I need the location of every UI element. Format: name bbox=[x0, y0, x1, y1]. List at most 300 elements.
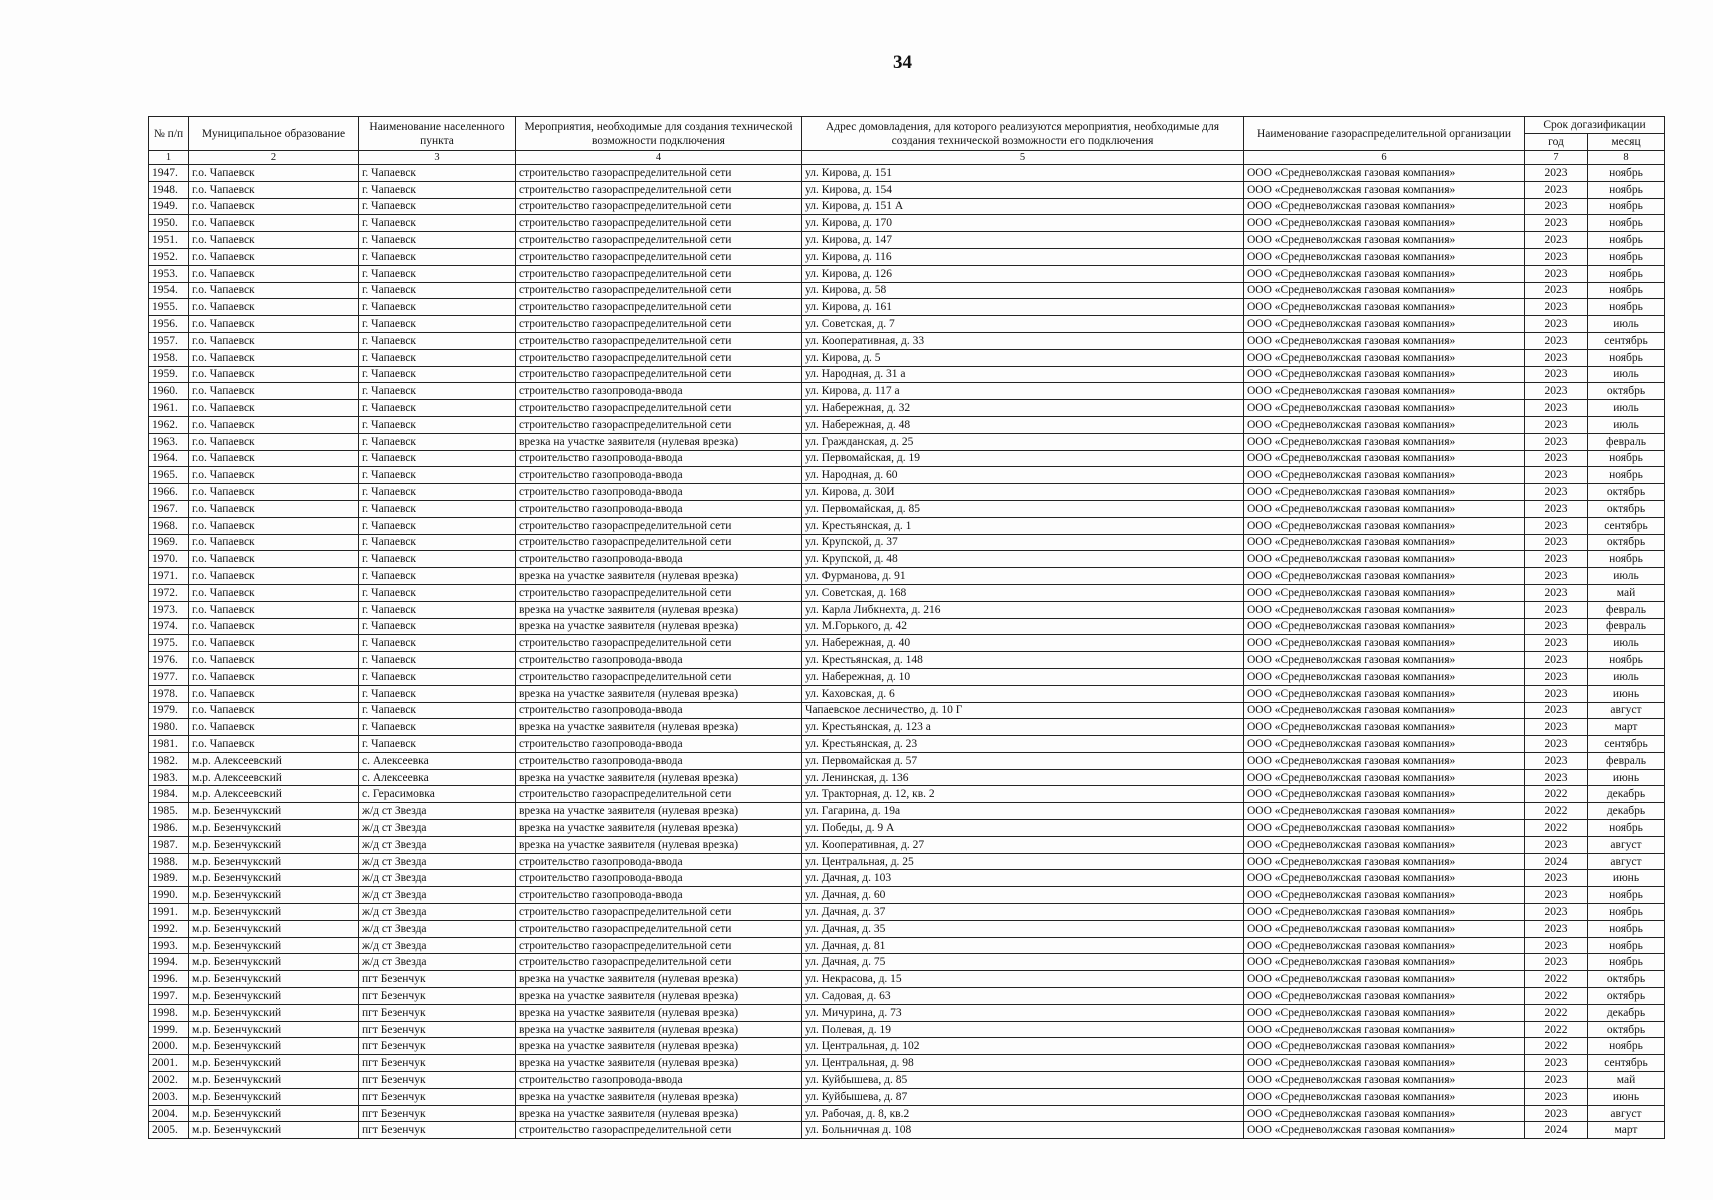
organization-cell: ООО «Средневолжская газовая компания» bbox=[1244, 635, 1525, 652]
table-row bbox=[149, 500, 1665, 517]
address-cell: ул. Крестьянская, д. 148 bbox=[802, 652, 1244, 669]
municipality-cell: г.о. Чапаевск bbox=[189, 433, 359, 450]
year-cell: 2022 bbox=[1525, 1004, 1588, 1021]
month-cell: ноябрь bbox=[1588, 282, 1665, 299]
table-row bbox=[149, 601, 1665, 618]
month-cell: сентябрь bbox=[1588, 517, 1665, 534]
municipality-cell: м.р. Безенчукский bbox=[189, 1004, 359, 1021]
organization-cell: ООО «Средневолжская газовая компания» bbox=[1244, 769, 1525, 786]
organization-cell: ООО «Средневолжская газовая компания» bbox=[1244, 416, 1525, 433]
locality-cell: г. Чапаевск bbox=[359, 299, 516, 316]
month-cell: октябрь bbox=[1588, 383, 1665, 400]
year-cell: 2023 bbox=[1525, 702, 1588, 719]
locality-cell: г. Чапаевск bbox=[359, 349, 516, 366]
row-number: 1953. bbox=[149, 265, 189, 282]
municipality-cell: г.о. Чапаевск bbox=[189, 198, 359, 215]
activity-cell: строительство газораспределительной сети bbox=[516, 165, 802, 182]
activity-cell: строительство газопровода-ввода bbox=[516, 383, 802, 400]
organization-cell: ООО «Средневолжская газовая компания» bbox=[1244, 1122, 1525, 1139]
year-cell: 2023 bbox=[1525, 232, 1588, 249]
table-row bbox=[149, 853, 1665, 870]
address-cell: ул. Полевая, д. 19 bbox=[802, 1021, 1244, 1038]
activity-cell: строительство газораспределительной сети bbox=[516, 282, 802, 299]
year-cell: 2023 bbox=[1525, 954, 1588, 971]
organization-cell: ООО «Средневолжская газовая компания» bbox=[1244, 584, 1525, 601]
organization-cell: ООО «Средневолжская газовая компания» bbox=[1244, 181, 1525, 198]
year-cell: 2023 bbox=[1525, 769, 1588, 786]
municipality-cell: м.р. Безенчукский bbox=[189, 920, 359, 937]
row-number: 1957. bbox=[149, 332, 189, 349]
locality-cell: г. Чапаевск bbox=[359, 736, 516, 753]
row-number: 1989. bbox=[149, 870, 189, 887]
municipality-cell: г.о. Чапаевск bbox=[189, 265, 359, 282]
table-row bbox=[149, 1122, 1665, 1139]
activity-cell: строительство газораспределительной сети bbox=[516, 786, 802, 803]
activity-cell: строительство газораспределительной сети bbox=[516, 400, 802, 417]
activity-cell: врезка на участке заявителя (нулевая врезка) bbox=[516, 820, 802, 837]
activity-cell: строительство газопровода-ввода bbox=[516, 652, 802, 669]
year-cell: 2023 bbox=[1525, 265, 1588, 282]
month-cell: сентябрь bbox=[1588, 332, 1665, 349]
address-cell: ул. Некрасова, д. 15 bbox=[802, 971, 1244, 988]
table-row bbox=[149, 181, 1665, 198]
month-cell: ноябрь bbox=[1588, 165, 1665, 182]
address-cell: ул. Карла Либкнехта, д. 216 bbox=[802, 601, 1244, 618]
activity-cell: врезка на участке заявителя (нулевая врезка) bbox=[516, 1038, 802, 1055]
municipality-cell: г.о. Чапаевск bbox=[189, 332, 359, 349]
header-activity: Мероприятия, необходимые для создания технической возможности подключения bbox=[516, 117, 802, 151]
month-cell: декабрь bbox=[1588, 803, 1665, 820]
month-cell: март bbox=[1588, 719, 1665, 736]
activity-cell: строительство газораспределительной сети bbox=[516, 954, 802, 971]
table-row bbox=[149, 248, 1665, 265]
year-cell: 2022 bbox=[1525, 1021, 1588, 1038]
month-cell: октябрь bbox=[1588, 1021, 1665, 1038]
address-cell: ул. М.Горького, д. 42 bbox=[802, 618, 1244, 635]
table-row bbox=[149, 517, 1665, 534]
year-cell: 2022 bbox=[1525, 820, 1588, 837]
activity-cell: строительство газораспределительной сети bbox=[516, 366, 802, 383]
organization-cell: ООО «Средневолжская газовая компания» bbox=[1244, 870, 1525, 887]
locality-cell: г. Чапаевск bbox=[359, 416, 516, 433]
locality-cell: г. Чапаевск bbox=[359, 702, 516, 719]
activity-cell: строительство газопровода-ввода bbox=[516, 551, 802, 568]
year-cell: 2023 bbox=[1525, 887, 1588, 904]
month-cell: июль bbox=[1588, 635, 1665, 652]
organization-cell: ООО «Средневолжская газовая компания» bbox=[1244, 484, 1525, 501]
header-address: Адрес домовладения, для которого реализуются мероприятия, необходимые для создания технической возможности его подключения bbox=[802, 117, 1244, 151]
table-row bbox=[149, 685, 1665, 702]
column-number: 1 bbox=[149, 151, 189, 165]
row-number: 2002. bbox=[149, 1072, 189, 1089]
table-row bbox=[149, 551, 1665, 568]
month-cell: июль bbox=[1588, 400, 1665, 417]
row-number: 1978. bbox=[149, 685, 189, 702]
table-row bbox=[149, 1004, 1665, 1021]
address-cell: ул. Кирова, д. 117 а bbox=[802, 383, 1244, 400]
address-cell: ул. Дачная, д. 81 bbox=[802, 937, 1244, 954]
municipality-cell: м.р. Алексеевский bbox=[189, 769, 359, 786]
activity-cell: строительство газораспределительной сети bbox=[516, 534, 802, 551]
month-cell: август bbox=[1588, 1105, 1665, 1122]
address-cell: ул. Куйбышева, д. 85 bbox=[802, 1072, 1244, 1089]
organization-cell: ООО «Средневолжская газовая компания» bbox=[1244, 652, 1525, 669]
year-cell: 2023 bbox=[1525, 1105, 1588, 1122]
activity-cell: строительство газораспределительной сети bbox=[516, 668, 802, 685]
organization-cell: ООО «Средневолжская газовая компания» bbox=[1244, 366, 1525, 383]
address-cell: ул. Крупской, д. 37 bbox=[802, 534, 1244, 551]
year-cell: 2023 bbox=[1525, 181, 1588, 198]
organization-cell: ООО «Средневолжская газовая компания» bbox=[1244, 400, 1525, 417]
row-number: 1967. bbox=[149, 500, 189, 517]
address-cell: ул. Народная, д. 60 bbox=[802, 467, 1244, 484]
address-cell: ул. Гражданская, д. 25 bbox=[802, 433, 1244, 450]
month-cell: июнь bbox=[1588, 685, 1665, 702]
locality-cell: г. Чапаевск bbox=[359, 652, 516, 669]
activity-cell: врезка на участке заявителя (нулевая врезка) bbox=[516, 988, 802, 1005]
locality-cell: ж/д ст Звезда bbox=[359, 870, 516, 887]
header-locality: Наименование населенного пункта bbox=[359, 117, 516, 151]
activity-cell: строительство газопровода-ввода bbox=[516, 736, 802, 753]
organization-cell: ООО «Средневолжская газовая компания» bbox=[1244, 1105, 1525, 1122]
address-cell: ул. Дачная, д. 75 bbox=[802, 954, 1244, 971]
row-number: 1956. bbox=[149, 316, 189, 333]
row-number: 2001. bbox=[149, 1055, 189, 1072]
activity-cell: строительство газораспределительной сети bbox=[516, 1122, 802, 1139]
municipality-cell: м.р. Безенчукский bbox=[189, 1088, 359, 1105]
row-number: 1969. bbox=[149, 534, 189, 551]
year-cell: 2023 bbox=[1525, 316, 1588, 333]
month-cell: октябрь bbox=[1588, 988, 1665, 1005]
locality-cell: с. Алексеевка bbox=[359, 769, 516, 786]
organization-cell: ООО «Средневолжская газовая компания» bbox=[1244, 668, 1525, 685]
organization-cell: ООО «Средневолжская газовая компания» bbox=[1244, 786, 1525, 803]
activity-cell: врезка на участке заявителя (нулевая врезка) bbox=[516, 618, 802, 635]
municipality-cell: г.о. Чапаевск bbox=[189, 500, 359, 517]
year-cell: 2023 bbox=[1525, 484, 1588, 501]
row-number: 1977. bbox=[149, 668, 189, 685]
row-number: 1980. bbox=[149, 719, 189, 736]
row-number: 1959. bbox=[149, 366, 189, 383]
address-cell: ул. Кооперативная, д. 33 bbox=[802, 332, 1244, 349]
year-cell: 2023 bbox=[1525, 383, 1588, 400]
address-cell: ул. Дачная, д. 35 bbox=[802, 920, 1244, 937]
locality-cell: пгт Безенчук bbox=[359, 1122, 516, 1139]
activity-cell: строительство газопровода-ввода bbox=[516, 752, 802, 769]
organization-cell: ООО «Средневолжская газовая компания» bbox=[1244, 988, 1525, 1005]
locality-cell: пгт Безенчук bbox=[359, 1055, 516, 1072]
activity-cell: строительство газопровода-ввода bbox=[516, 887, 802, 904]
year-cell: 2023 bbox=[1525, 248, 1588, 265]
year-cell: 2023 bbox=[1525, 668, 1588, 685]
row-number: 1982. bbox=[149, 752, 189, 769]
year-cell: 2023 bbox=[1525, 568, 1588, 585]
row-number: 2003. bbox=[149, 1088, 189, 1105]
organization-cell: ООО «Средневолжская газовая компания» bbox=[1244, 920, 1525, 937]
activity-cell: врезка на участке заявителя (нулевая врезка) bbox=[516, 1088, 802, 1105]
year-cell: 2023 bbox=[1525, 349, 1588, 366]
municipality-cell: м.р. Безенчукский bbox=[189, 1038, 359, 1055]
organization-cell: ООО «Средневолжская газовая компания» bbox=[1244, 887, 1525, 904]
row-number: 1981. bbox=[149, 736, 189, 753]
municipality-cell: м.р. Безенчукский bbox=[189, 853, 359, 870]
municipality-cell: м.р. Безенчукский bbox=[189, 971, 359, 988]
table-row bbox=[149, 1055, 1665, 1072]
year-cell: 2023 bbox=[1525, 282, 1588, 299]
activity-cell: врезка на участке заявителя (нулевая врезка) bbox=[516, 1021, 802, 1038]
header-municipality: Муниципальное образование bbox=[189, 117, 359, 151]
year-cell: 2023 bbox=[1525, 416, 1588, 433]
locality-cell: ж/д ст Звезда bbox=[359, 887, 516, 904]
month-cell: июнь bbox=[1588, 1088, 1665, 1105]
month-cell: ноябрь bbox=[1588, 215, 1665, 232]
municipality-cell: г.о. Чапаевск bbox=[189, 584, 359, 601]
municipality-cell: м.р. Безенчукский bbox=[189, 1105, 359, 1122]
organization-cell: ООО «Средневолжская газовая компания» bbox=[1244, 1072, 1525, 1089]
activity-cell: строительство газораспределительной сети bbox=[516, 198, 802, 215]
address-cell: ул. Фурманова, д. 91 bbox=[802, 568, 1244, 585]
locality-cell: г. Чапаевск bbox=[359, 719, 516, 736]
organization-cell: ООО «Средневолжская газовая компания» bbox=[1244, 215, 1525, 232]
table-row bbox=[149, 971, 1665, 988]
year-cell: 2023 bbox=[1525, 904, 1588, 921]
organization-cell: ООО «Средневолжская газовая компания» bbox=[1244, 332, 1525, 349]
row-number: 1964. bbox=[149, 450, 189, 467]
municipality-cell: г.о. Чапаевск bbox=[189, 668, 359, 685]
row-number: 1966. bbox=[149, 484, 189, 501]
activity-cell: строительство газораспределительной сети bbox=[516, 349, 802, 366]
locality-cell: г. Чапаевск bbox=[359, 618, 516, 635]
activity-cell: строительство газораспределительной сети bbox=[516, 635, 802, 652]
municipality-cell: г.о. Чапаевск bbox=[189, 517, 359, 534]
address-cell: ул. Советская, д. 7 bbox=[802, 316, 1244, 333]
locality-cell: г. Чапаевск bbox=[359, 165, 516, 182]
organization-cell: ООО «Средневолжская газовая компания» bbox=[1244, 299, 1525, 316]
activity-cell: строительство газопровода-ввода bbox=[516, 702, 802, 719]
table-row bbox=[149, 752, 1665, 769]
activity-cell: строительство газопровода-ввода bbox=[516, 484, 802, 501]
table-row bbox=[149, 635, 1665, 652]
locality-cell: г. Чапаевск bbox=[359, 433, 516, 450]
row-number: 1968. bbox=[149, 517, 189, 534]
locality-cell: ж/д ст Звезда bbox=[359, 803, 516, 820]
address-cell: ул. Крестьянская, д. 123 а bbox=[802, 719, 1244, 736]
month-cell: июнь bbox=[1588, 769, 1665, 786]
year-cell: 2023 bbox=[1525, 551, 1588, 568]
row-number: 1974. bbox=[149, 618, 189, 635]
activity-cell: строительство газопровода-ввода bbox=[516, 870, 802, 887]
address-cell: ул. Гагарина, д. 19а bbox=[802, 803, 1244, 820]
year-cell: 2023 bbox=[1525, 652, 1588, 669]
header-month: месяц bbox=[1588, 134, 1665, 151]
locality-cell: г. Чапаевск bbox=[359, 400, 516, 417]
table-row bbox=[149, 1088, 1665, 1105]
row-number: 1971. bbox=[149, 568, 189, 585]
year-cell: 2023 bbox=[1525, 1055, 1588, 1072]
organization-cell: ООО «Средневолжская газовая компания» bbox=[1244, 282, 1525, 299]
municipality-cell: м.р. Безенчукский bbox=[189, 887, 359, 904]
column-number: 7 bbox=[1525, 151, 1588, 165]
address-cell: ул. Дачная, д. 37 bbox=[802, 904, 1244, 921]
locality-cell: г. Чапаевск bbox=[359, 450, 516, 467]
year-cell: 2023 bbox=[1525, 500, 1588, 517]
organization-cell: ООО «Средневолжская газовая компания» bbox=[1244, 1021, 1525, 1038]
activity-cell: строительство газораспределительной сети bbox=[516, 232, 802, 249]
activity-cell: врезка на участке заявителя (нулевая врезка) bbox=[516, 1004, 802, 1021]
month-cell: ноябрь bbox=[1588, 265, 1665, 282]
table-row bbox=[149, 937, 1665, 954]
month-cell: август bbox=[1588, 702, 1665, 719]
municipality-cell: г.о. Чапаевск bbox=[189, 467, 359, 484]
table-row bbox=[149, 349, 1665, 366]
activity-cell: строительство газопровода-ввода bbox=[516, 853, 802, 870]
organization-cell: ООО «Средневолжская газовая компания» bbox=[1244, 232, 1525, 249]
municipality-cell: г.о. Чапаевск bbox=[189, 400, 359, 417]
year-cell: 2023 bbox=[1525, 467, 1588, 484]
locality-cell: г. Чапаевск bbox=[359, 198, 516, 215]
municipality-cell: г.о. Чапаевск bbox=[189, 215, 359, 232]
table-row bbox=[149, 484, 1665, 501]
month-cell: ноябрь bbox=[1588, 467, 1665, 484]
year-cell: 2023 bbox=[1525, 1072, 1588, 1089]
month-cell: ноябрь bbox=[1588, 904, 1665, 921]
table-row bbox=[149, 920, 1665, 937]
month-cell: май bbox=[1588, 584, 1665, 601]
row-number: 1988. bbox=[149, 853, 189, 870]
address-cell: ул. Первомайская, д. 85 bbox=[802, 500, 1244, 517]
month-cell: ноябрь bbox=[1588, 954, 1665, 971]
activity-cell: строительство газораспределительной сети bbox=[516, 937, 802, 954]
row-number: 1998. bbox=[149, 1004, 189, 1021]
year-cell: 2023 bbox=[1525, 920, 1588, 937]
table-row bbox=[149, 736, 1665, 753]
month-cell: октябрь bbox=[1588, 500, 1665, 517]
year-cell: 2023 bbox=[1525, 584, 1588, 601]
year-cell: 2024 bbox=[1525, 1122, 1588, 1139]
month-cell: ноябрь bbox=[1588, 937, 1665, 954]
organization-cell: ООО «Средневолжская газовая компания» bbox=[1244, 702, 1525, 719]
organization-cell: ООО «Средневолжская газовая компания» bbox=[1244, 349, 1525, 366]
address-cell: ул. Кирова, д. 30И bbox=[802, 484, 1244, 501]
table-row bbox=[149, 1105, 1665, 1122]
organization-cell: ООО «Средневолжская газовая компания» bbox=[1244, 1038, 1525, 1055]
organization-cell: ООО «Средневолжская газовая компания» bbox=[1244, 736, 1525, 753]
table-row bbox=[149, 568, 1665, 585]
locality-cell: г. Чапаевск bbox=[359, 248, 516, 265]
month-cell: июль bbox=[1588, 568, 1665, 585]
locality-cell: г. Чапаевск bbox=[359, 551, 516, 568]
organization-cell: ООО «Средневолжская газовая компания» bbox=[1244, 450, 1525, 467]
locality-cell: г. Чапаевск bbox=[359, 568, 516, 585]
activity-cell: строительство газопровода-ввода bbox=[516, 467, 802, 484]
organization-cell: ООО «Средневолжская газовая компания» bbox=[1244, 685, 1525, 702]
table-row bbox=[149, 198, 1665, 215]
activity-cell: врезка на участке заявителя (нулевая врезка) bbox=[516, 803, 802, 820]
organization-cell: ООО «Средневолжская газовая компания» bbox=[1244, 198, 1525, 215]
organization-cell: ООО «Средневолжская газовая компания» bbox=[1244, 467, 1525, 484]
organization-cell: ООО «Средневолжская газовая компания» bbox=[1244, 316, 1525, 333]
activity-cell: строительство газораспределительной сети bbox=[516, 299, 802, 316]
address-cell: ул. Крестьянская, д. 23 bbox=[802, 736, 1244, 753]
year-cell: 2023 bbox=[1525, 719, 1588, 736]
row-number: 1979. bbox=[149, 702, 189, 719]
address-cell: ул. Кирова, д. 116 bbox=[802, 248, 1244, 265]
municipality-cell: м.р. Алексеевский bbox=[189, 786, 359, 803]
locality-cell: ж/д ст Звезда bbox=[359, 904, 516, 921]
locality-cell: пгт Безенчук bbox=[359, 1105, 516, 1122]
address-cell: ул. Рабочая, д. 8, кв.2 bbox=[802, 1105, 1244, 1122]
row-number: 1963. bbox=[149, 433, 189, 450]
municipality-cell: м.р. Безенчукский bbox=[189, 988, 359, 1005]
year-cell: 2023 bbox=[1525, 1088, 1588, 1105]
municipality-cell: м.р. Безенчукский bbox=[189, 904, 359, 921]
organization-cell: ООО «Средневолжская газовая компания» bbox=[1244, 618, 1525, 635]
address-cell: ул. Центральная, д. 98 bbox=[802, 1055, 1244, 1072]
locality-cell: пгт Безенчук bbox=[359, 1038, 516, 1055]
municipality-cell: г.о. Чапаевск bbox=[189, 601, 359, 618]
organization-cell: ООО «Средневолжская газовая компания» bbox=[1244, 803, 1525, 820]
activity-cell: врезка на участке заявителя (нулевая врезка) bbox=[516, 1055, 802, 1072]
municipality-cell: м.р. Безенчукский bbox=[189, 820, 359, 837]
table-row bbox=[149, 165, 1665, 182]
year-cell: 2023 bbox=[1525, 635, 1588, 652]
year-cell: 2023 bbox=[1525, 366, 1588, 383]
header-year: год bbox=[1525, 134, 1588, 151]
year-cell: 2023 bbox=[1525, 299, 1588, 316]
table-row bbox=[149, 383, 1665, 400]
locality-cell: с. Герасимовка bbox=[359, 786, 516, 803]
table-row bbox=[149, 299, 1665, 316]
municipality-cell: м.р. Безенчукский bbox=[189, 836, 359, 853]
row-number: 1992. bbox=[149, 920, 189, 937]
municipality-cell: м.р. Безенчукский bbox=[189, 954, 359, 971]
organization-cell: ООО «Средневолжская газовая компания» bbox=[1244, 551, 1525, 568]
address-cell: ул. Кирова, д. 5 bbox=[802, 349, 1244, 366]
column-number-row bbox=[149, 151, 1665, 165]
address-cell: ул. Каховская, д. 6 bbox=[802, 685, 1244, 702]
month-cell: ноябрь bbox=[1588, 920, 1665, 937]
address-cell: ул. Центральная, д. 25 bbox=[802, 853, 1244, 870]
table-row bbox=[149, 786, 1665, 803]
row-number: 1993. bbox=[149, 937, 189, 954]
month-cell: ноябрь bbox=[1588, 198, 1665, 215]
locality-cell: г. Чапаевск bbox=[359, 366, 516, 383]
month-cell: июль bbox=[1588, 366, 1665, 383]
organization-cell: ООО «Средневолжская газовая компания» bbox=[1244, 517, 1525, 534]
organization-cell: ООО «Средневолжская газовая компания» bbox=[1244, 820, 1525, 837]
address-cell: Чапаевское лесничество, д. 10 Г bbox=[802, 702, 1244, 719]
locality-cell: г. Чапаевск bbox=[359, 534, 516, 551]
year-cell: 2023 bbox=[1525, 450, 1588, 467]
address-cell: ул. Кирова, д. 161 bbox=[802, 299, 1244, 316]
row-number: 1976. bbox=[149, 652, 189, 669]
table-header bbox=[149, 117, 1665, 165]
gasification-table bbox=[148, 116, 1665, 1139]
address-cell: ул. Больничная д. 108 bbox=[802, 1122, 1244, 1139]
locality-cell: г. Чапаевск bbox=[359, 282, 516, 299]
column-number: 4 bbox=[516, 151, 802, 165]
row-number: 1970. bbox=[149, 551, 189, 568]
month-cell: февраль bbox=[1588, 618, 1665, 635]
municipality-cell: г.о. Чапаевск bbox=[189, 248, 359, 265]
activity-cell: строительство газораспределительной сети bbox=[516, 265, 802, 282]
year-cell: 2023 bbox=[1525, 685, 1588, 702]
row-number: 1958. bbox=[149, 349, 189, 366]
table-body bbox=[149, 165, 1665, 1139]
table-row bbox=[149, 1072, 1665, 1089]
year-cell: 2023 bbox=[1525, 937, 1588, 954]
row-number: 1986. bbox=[149, 820, 189, 837]
